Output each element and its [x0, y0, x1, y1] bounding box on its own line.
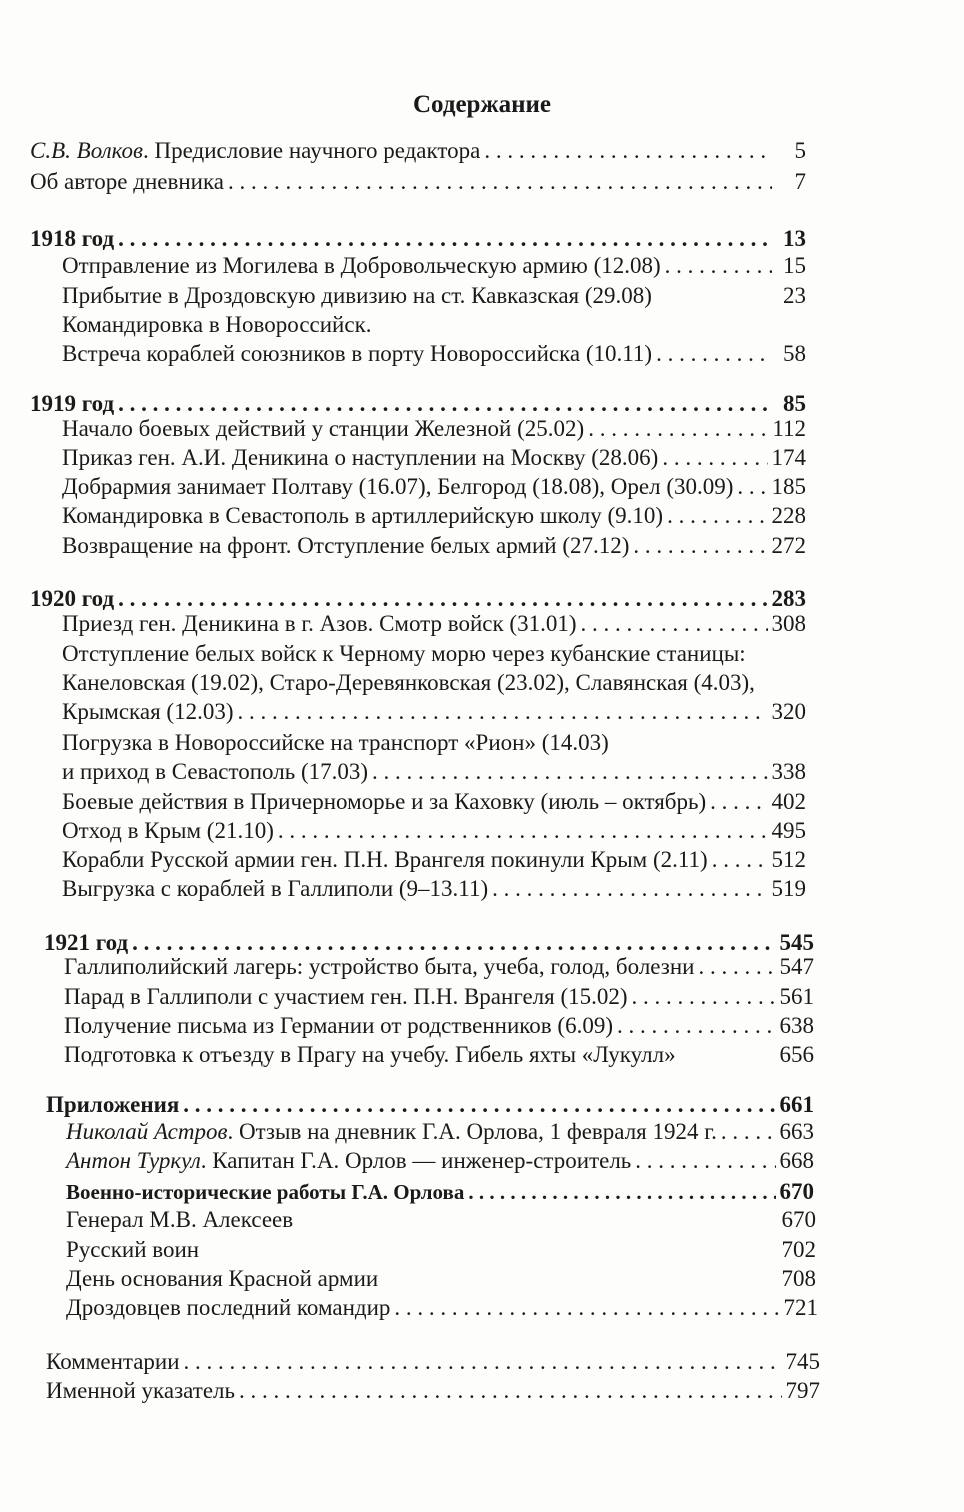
toc-entry — [66, 1235, 816, 1264]
entry-page: 308 — [771, 611, 806, 636]
entry-title: 1921 год — [44, 930, 129, 955]
toc-entry — [62, 757, 806, 786]
entry-title: 1918 год — [30, 226, 115, 251]
entry-page: 5 — [794, 138, 806, 163]
entry-title: Корабли Русской армии ген. П.Н. Врангеля покинули Крым (2.11) — [62, 847, 708, 872]
entry-page: 547 — [779, 954, 814, 979]
entry-page: 13 — [783, 226, 806, 251]
toc-section-appendices — [46, 1090, 814, 1119]
toc-entry — [62, 251, 806, 280]
page-title: Содержание — [412, 91, 551, 118]
toc-entry — [62, 443, 806, 472]
entry-page: 185 — [771, 474, 806, 499]
entry-title: Генерал М.В. Алексеев — [66, 1207, 294, 1232]
toc-section-1918 — [30, 224, 806, 253]
toc-entry — [64, 1011, 814, 1040]
entry-page: 58 — [783, 341, 806, 366]
entry-page: 670 — [781, 1207, 816, 1232]
entry-title: 1920 год — [30, 586, 115, 611]
entry-page: 23 — [783, 283, 806, 308]
entry-title: Боевые действия в Причерноморье и за Каховку (июль – октябрь) — [62, 789, 707, 814]
entry-title: Приложения — [46, 1092, 180, 1117]
entry-title: Приказ ген. А.И. Деникина о наступлении на Москву (28.06) — [62, 445, 659, 470]
toc-entry — [62, 845, 806, 874]
toc-entry — [46, 1347, 820, 1376]
entry-title: Именной указатель — [46, 1378, 236, 1403]
entry-title: . Капитан Г.А. Орлов — инженер-строитель — [200, 1148, 632, 1173]
entry-page: 663 — [779, 1119, 814, 1144]
entry-page: 272 — [771, 533, 806, 558]
toc-entry — [30, 167, 806, 196]
toc-entry — [64, 982, 814, 1011]
entry-title: Комментарии — [46, 1349, 180, 1374]
toc-entry — [62, 816, 806, 845]
entry-title: и приход в Севастополь (17.03) — [62, 759, 369, 784]
entry-title: Выгрузка с кораблей в Галлиполи (9–13.11) — [62, 876, 489, 901]
toc-entry — [66, 1293, 818, 1322]
toc-entry — [46, 1376, 820, 1405]
entry-page: 708 — [781, 1266, 816, 1291]
toc-entry — [62, 414, 806, 443]
toc-entry — [62, 609, 806, 638]
entry-page: 7 — [794, 169, 806, 194]
entry-title: Командировка в Севастополь в артиллерийскую школу (9.10) — [62, 503, 664, 528]
toc-entry — [62, 697, 806, 726]
toc-entry — [66, 1146, 814, 1175]
toc-entry — [62, 339, 806, 368]
entry-title: Погрузка в Новороссийске на транспорт «Рион» (14.03) — [62, 730, 609, 755]
entry-title: Военно-исторические работы Г.А. Орлова — [66, 1180, 465, 1204]
toc-entry — [62, 874, 806, 903]
entry-page: 512 — [771, 847, 806, 872]
entry-title: Прибытие в Дроздовскую дивизию на ст. Кавказская (29.08) — [62, 283, 652, 308]
entry-title: Галлиполийский лагерь: устройство быта, учеба, голод, болезни — [64, 954, 695, 979]
entry-title: Парад в Галлиполи с участием ген. П.Н. Врангеля (15.02) — [64, 984, 628, 1009]
entry-page: 283 — [771, 586, 806, 611]
entry-title: 1919 год — [30, 391, 115, 416]
entry-title: Канеловская (19.02), Старо-Деревянковская (23.02), Славянская (4.03), — [62, 670, 755, 695]
toc-entry — [64, 1040, 814, 1069]
toc-entry — [66, 1205, 816, 1234]
entry-page: 402 — [771, 789, 806, 814]
entry-title: Добрармия занимает Полтаву (16.07), Белгород (18.08), Орел (30.09) — [62, 474, 734, 499]
entry-page: 174 — [771, 445, 806, 470]
toc-entry — [62, 787, 806, 816]
entry-title: Возвращение на фронт. Отступление белых армий (27.12) — [62, 533, 630, 558]
entry-page: 670 — [779, 1179, 814, 1204]
entry-page: 638 — [779, 1013, 814, 1038]
entry-title: Отход в Крым (21.10) — [62, 818, 274, 843]
entry-page: 561 — [779, 984, 814, 1009]
entry-page: 338 — [771, 759, 806, 784]
entry-title: Приезд ген. Деникина в г. Азов. Смотр войск (31.01) — [62, 611, 577, 636]
entry-title: . Предисловие научного редактора — [143, 138, 481, 163]
toc-subsection-works — [66, 1177, 814, 1207]
entry-author: С.В. Волков — [30, 138, 144, 163]
entry-page: 656 — [779, 1042, 814, 1067]
entry-author: Антон Туркул — [66, 1148, 201, 1173]
entry-page: 15 — [783, 253, 806, 278]
entry-title: Подготовка к отъезду в Прагу на учебу. Гибель яхты «Лукулл» — [64, 1042, 676, 1067]
entry-title: Крымская (12.03) — [62, 699, 234, 724]
toc-entry — [62, 472, 806, 501]
entry-page: 228 — [771, 503, 806, 528]
entry-page: 668 — [779, 1148, 814, 1173]
toc-entry — [30, 136, 806, 165]
entry-title: Встреча кораблей союзников в порту Новороссийска (10.11) — [62, 341, 653, 366]
entry-page: 320 — [771, 699, 806, 724]
entry-page: 545 — [779, 930, 814, 955]
entry-page: 745 — [785, 1349, 820, 1374]
toc-entry — [62, 281, 806, 310]
entry-title: . Отзыв на дневник Г.А. Орлова, 1 февраля 1924 г. — [227, 1119, 717, 1144]
entry-page: 85 — [783, 391, 806, 416]
entry-page: 495 — [771, 818, 806, 843]
entry-title: День основания Красной армии — [66, 1266, 379, 1291]
entry-title: Отправление из Могилева в Добровольческую армию (12.08) — [62, 253, 661, 278]
entry-title: Получение письма из Германии от родственников (6.09) — [64, 1013, 613, 1038]
entry-author: Николай Астров — [66, 1119, 228, 1144]
toc-entry — [66, 1264, 816, 1293]
entry-title: Командировка в Новороссийск. — [62, 312, 372, 337]
entry-title: Русский воин — [66, 1237, 200, 1262]
toc-entry — [62, 531, 806, 560]
entry-page: 519 — [771, 876, 806, 901]
entry-page: 661 — [779, 1092, 814, 1117]
toc-entry — [64, 952, 814, 981]
entry-title: Начало боевых действий у станции Железной (25.02) — [62, 416, 585, 441]
toc-entry — [66, 1117, 814, 1146]
entry-page: 721 — [783, 1295, 818, 1320]
entry-page: 112 — [772, 416, 806, 441]
entry-page: 702 — [781, 1237, 816, 1262]
entry-title: Отступление белых войск к Черному морю через кубанские станицы: — [62, 641, 746, 666]
entry-title: Дроздовцев последний командир — [66, 1295, 391, 1320]
toc-entry — [62, 501, 806, 530]
entry-title: Об авторе дневника — [30, 169, 224, 194]
entry-page: 797 — [785, 1378, 820, 1403]
